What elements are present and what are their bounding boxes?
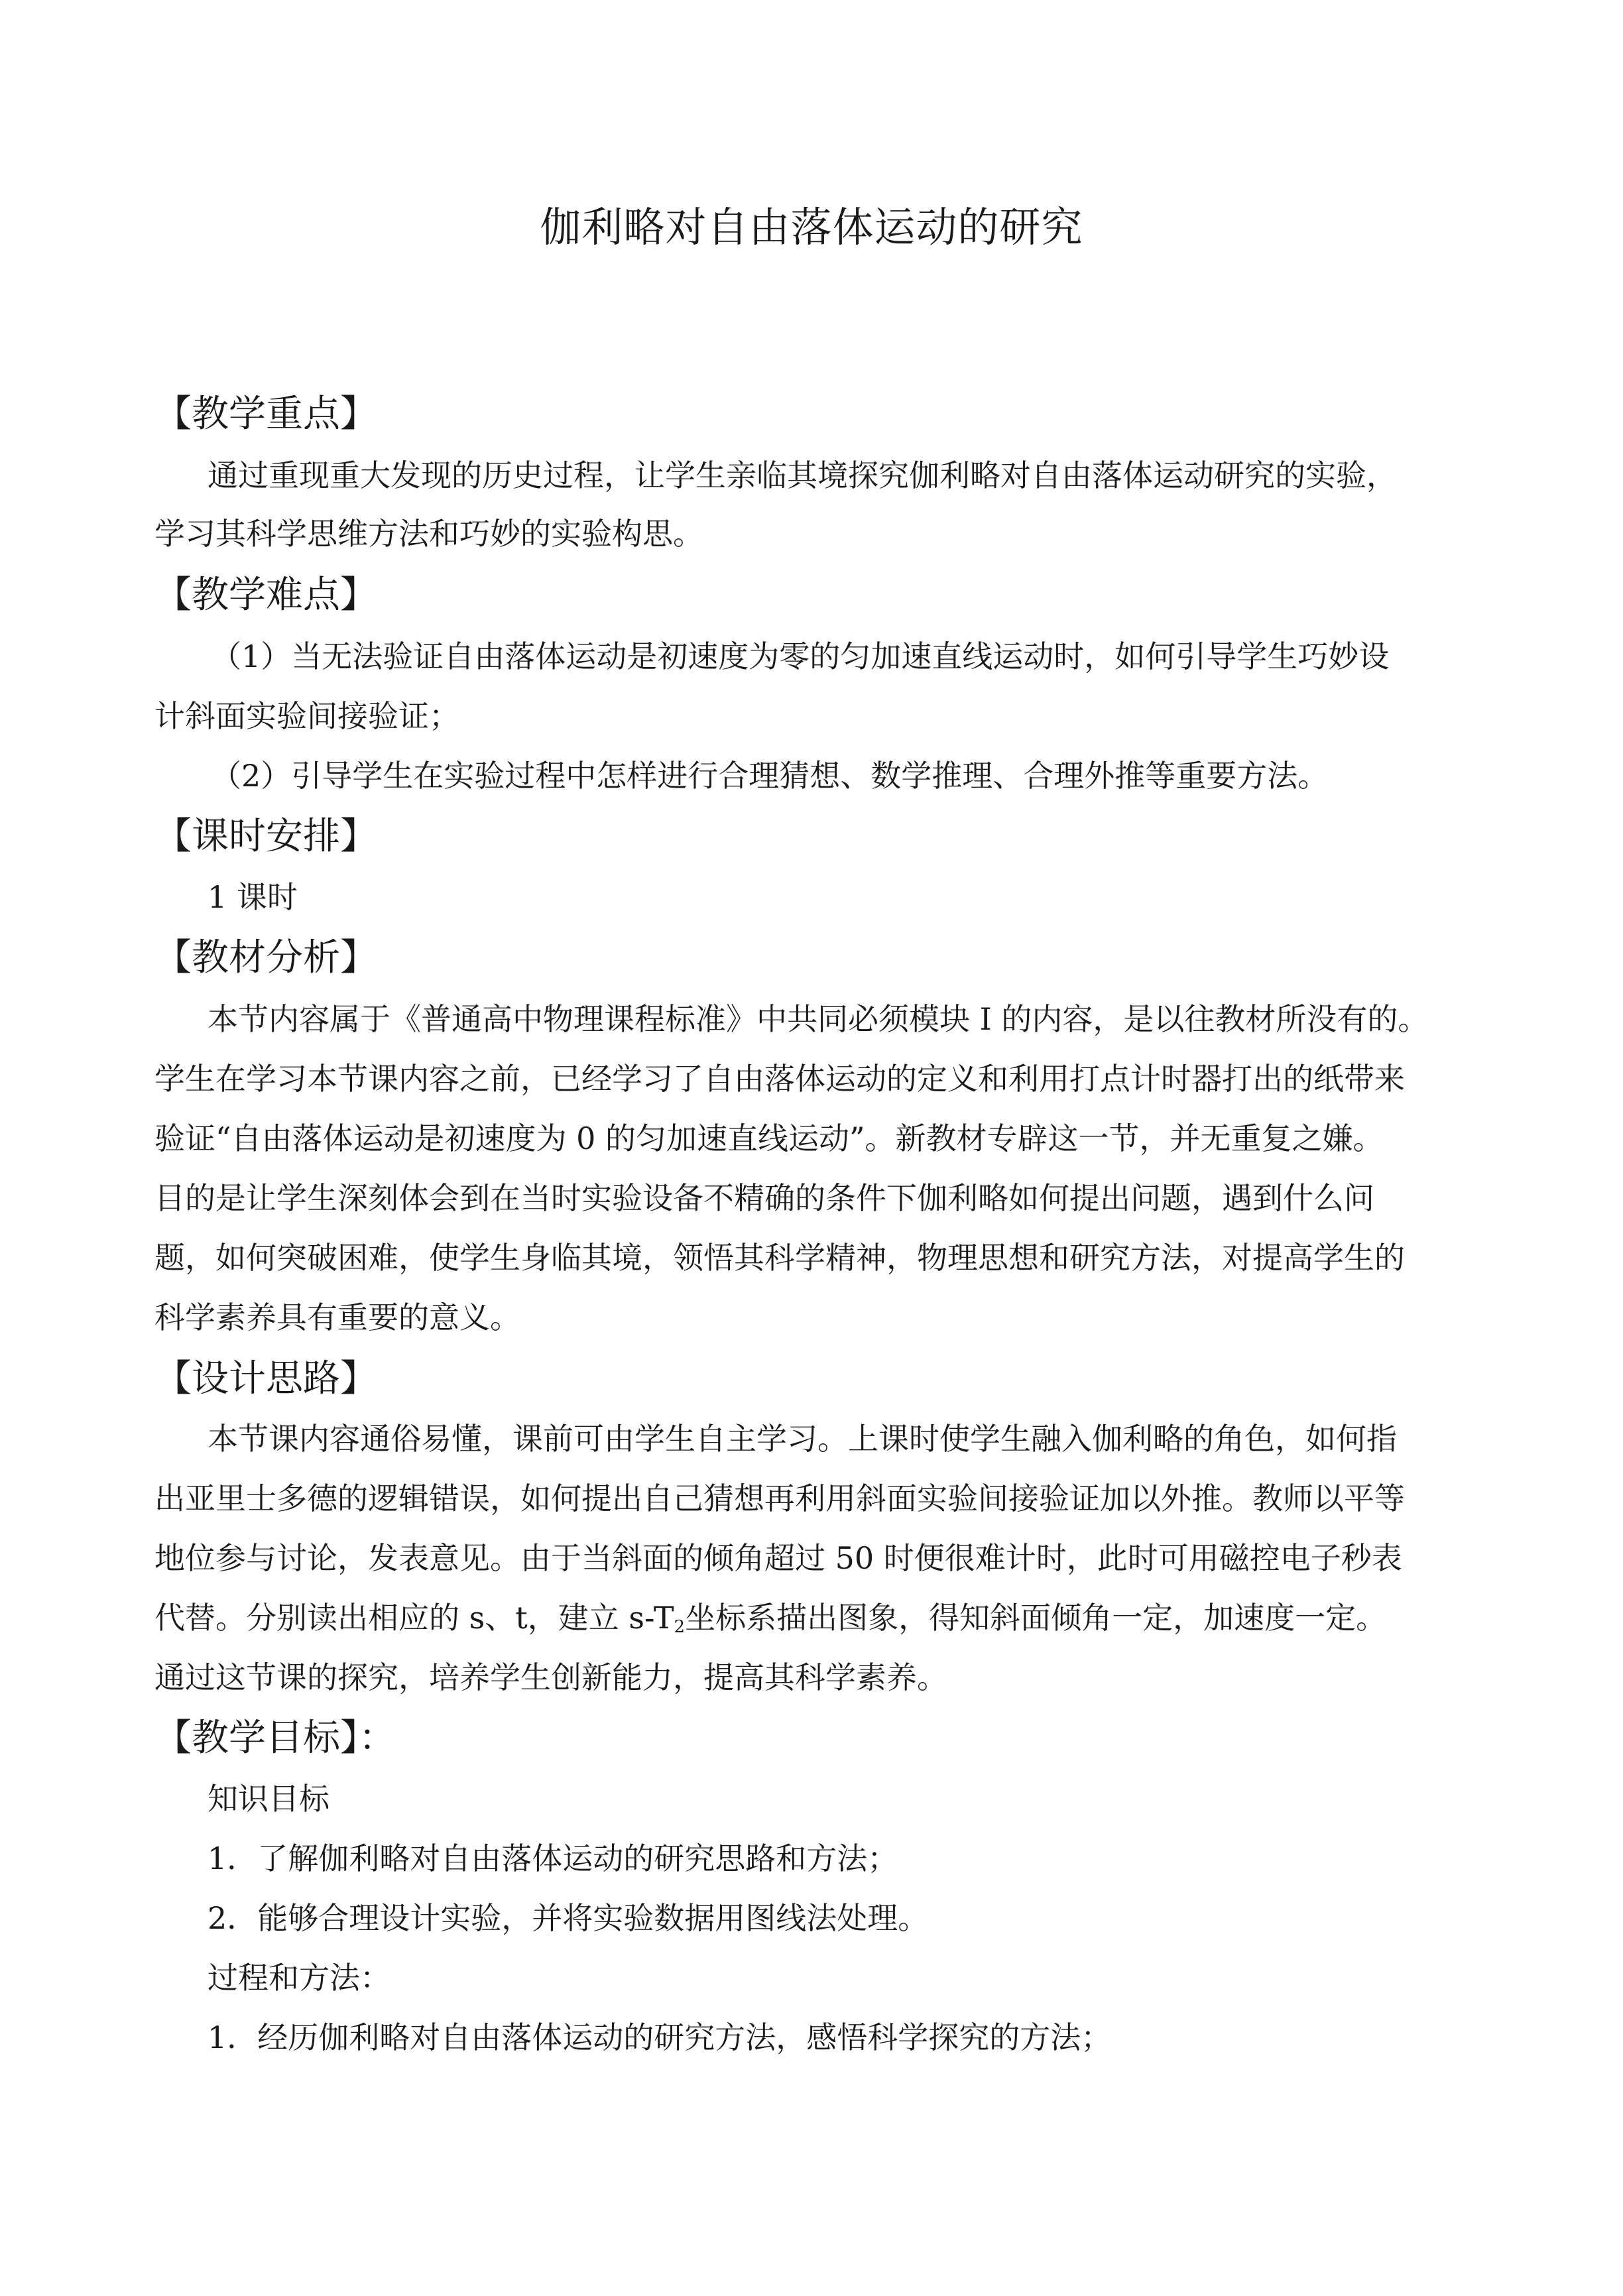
paragraph-line: 学生在学习本节课内容之前，已经学习了自由落体运动的定义和利用打点计时器打出的纸带来 [154,1061,1405,1097]
paragraph-line: 通过这节课的探究，培养学生创新能力，提高其科学素养。 [154,1660,947,1695]
heading-analysis: 【教材分析】 [154,936,377,979]
knowledge-label: 知识目标 [208,1781,330,1817]
page-title: 伽利略对自由落体运动的研究 [540,203,1083,251]
process-label: 过程和方法： [208,1960,391,1996]
heading-schedule: 【课时安排】 [154,815,377,858]
paragraph-text: 坐标系描出图象，得知斜面倾角一定，加速度一定。 [685,1600,1387,1636]
paragraph-line: 地位参与讨论，发表意见。由于当斜面的倾角超过 50 时便很难计时，此时可用磁控电子秒表 [154,1540,1402,1576]
heading-objectives: 【教学目标】： [154,1717,396,1760]
paragraph-line: 科学素养具有重要的意义。 [154,1299,520,1335]
heading-design: 【设计思路】 [154,1357,377,1400]
heading-key-points: 【教学重点】 [154,393,377,436]
paragraph-line: 通过重现重大发现的历史过程，让学生亲临其境探究伽利略对自由落体运动研究的实验， [208,457,1397,493]
list-item: 1．经历伽利略对自由落体运动的研究方法，感悟科学探究的方法； [208,2020,1112,2055]
paragraph-line: 题，如何突破困难，使学生身临其境，领悟其科学精神，物理思想和研究方法，对提高学生的 [154,1240,1405,1276]
paragraph-line: 目的是让学生深刻体会到在当时实验设备不精确的条件下伽利略如何提出问题，遇到什么问 [154,1180,1374,1216]
paragraph-line: 本节内容属于《普通高中物理课程标准》中共同必须模块 I 的内容，是以往教材所没有的。 [208,1001,1429,1037]
paragraph-text: 代替。分别读出相应的 s、t，建立 s-T [154,1600,674,1636]
paragraph-line: 验证“自由落体运动是初速度为 0 的匀加速直线运动”。新教材专辟这一节，并无重复之嫌。 [154,1120,1384,1156]
paragraph-line: 学习其科学思维方法和巧妙的实验构思。 [154,516,703,552]
paragraph-line: 计斜面实验间接验证； [154,698,459,734]
subscript-2: 2 [674,1617,686,1637]
paragraph-line: 本节课内容通俗易懂，课前可由学生自主学习。上课时使学生融入伽利略的角色，如何指 [208,1421,1397,1457]
paragraph-line: （1）当无法验证自由落体运动是初速度为零的匀加速直线运动时，如何引导学生巧妙设 [211,638,1390,674]
paragraph-line: （2）引导学生在实验过程中怎样进行合理猜想、数学推理、合理外推等重要方法。 [211,758,1329,794]
paragraph-line: 1 课时 [208,879,298,915]
list-item: 1．了解伽利略对自由落体运动的研究思路和方法； [208,1841,898,1876]
paragraph-line: 出亚里士多德的逻辑错误，如何提出自己猜想再利用斜面实验间接验证加以外推。教师以平等 [154,1480,1405,1516]
list-item: 2．能够合理设计实验，并将实验数据用图线法处理。 [208,1900,929,1936]
paragraph-line [154,1595,1386,1650]
heading-difficulties: 【教学难点】 [154,574,377,617]
